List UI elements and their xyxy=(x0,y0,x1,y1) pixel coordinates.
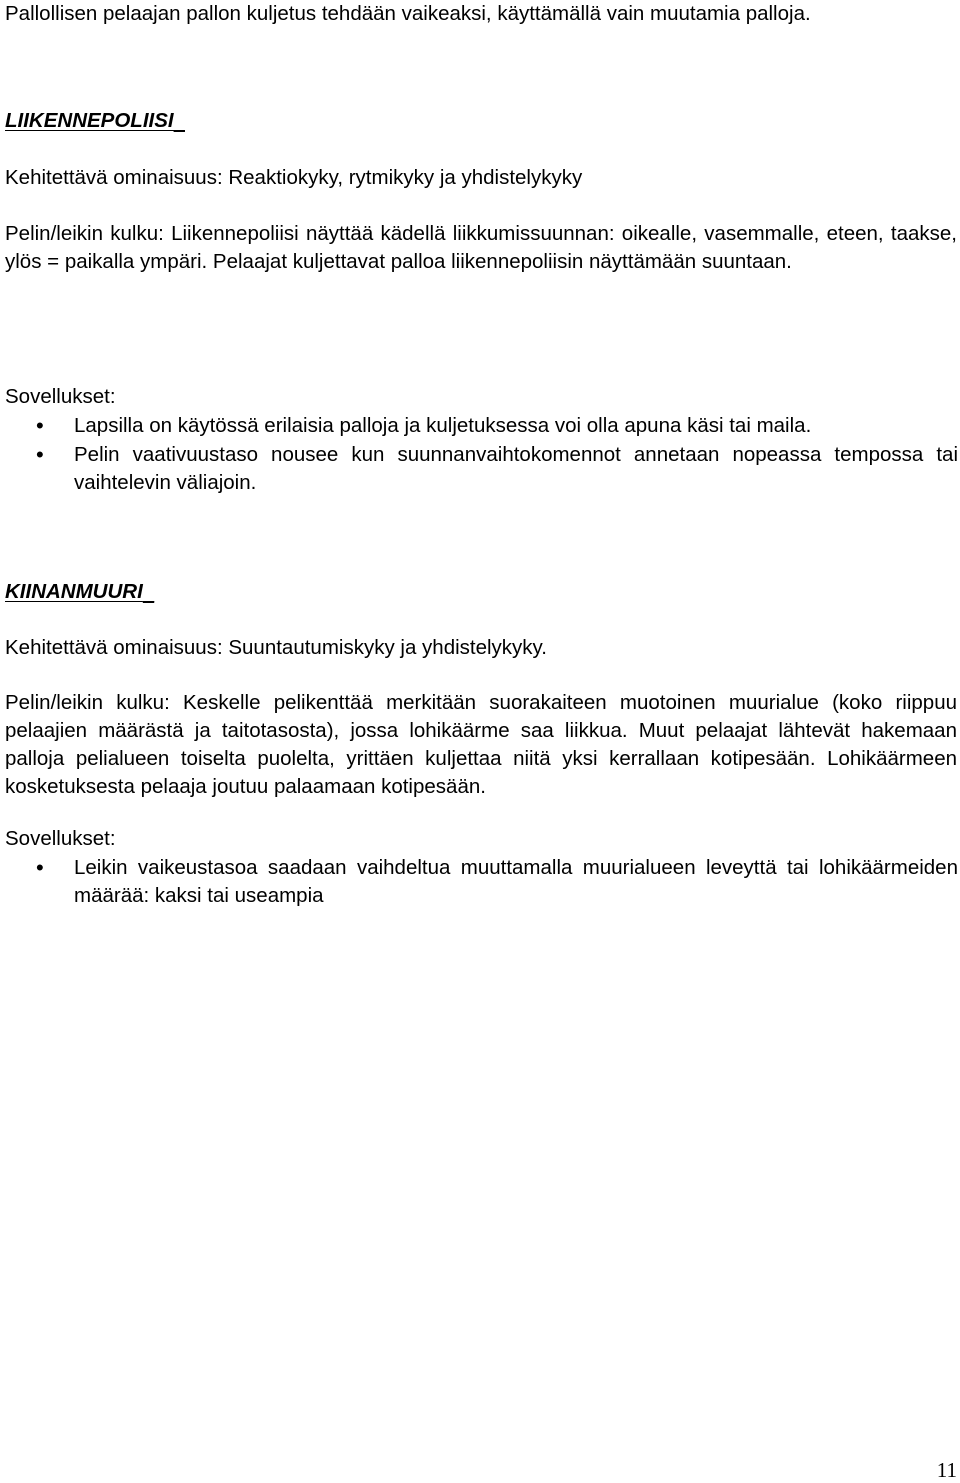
section2-game-flow: Pelin/leikin kulku: Keskelle pelikenttää merkitään suorakaiteen muotoinen muurialue (koko riippuu pelaajien määrästä ja taitotasosta), jossa lohikäärme saa liikkua. Muut pelaajat lähtevät hakemaan palloja pelialueen toiselta puolelta, yrittäen kuljettaa niitä yksi kerrallaan kotipesään. Lohikäärmeen kosketuksesta pelaaja joutuu palaamaan kotipesään. xyxy=(5,691,957,798)
bullet-icon: • xyxy=(36,855,44,880)
section2-applications-label: Sovellukset: xyxy=(5,827,116,850)
intro-paragraph: Pallollisen pelaajan pallon kuljetus tehdään vaikeaksi, käyttämällä vain muutamia palloja. xyxy=(5,2,811,25)
bullet-icon: • xyxy=(36,442,44,467)
section1-game-flow: Pelin/leikin kulku: Liikennepoliisi näyttää kädellä liikkumissuunnan: oikealle, vasemmalle, eteen, taakse, ylös = paikalla ympäri. Pelaajat kuljettavat palloa liikennepoliisin näyttämään suuntaan. xyxy=(5,222,957,273)
section1-skill: Kehitettävä ominaisuus: Reaktiokyky, rytmikyky ja yhdistelykyky xyxy=(5,166,583,189)
section-heading-kiinanmuuri xyxy=(5,578,957,606)
list-item: Lapsilla on käytössä erilaisia palloja ja kuljetuksessa voi olla apuna käsi tai maila. xyxy=(74,414,812,437)
section1-applications-label: Sovellukset: xyxy=(5,385,116,408)
section2-skill: Kehitettävä ominaisuus: Suuntautumiskyky ja yhdistelykyky. xyxy=(5,636,547,659)
page-number: 11 xyxy=(936,1458,957,1482)
section-heading-text: LIIKENNEPOLIISI xyxy=(5,109,174,132)
section-heading-liikennepoliisi xyxy=(5,107,957,135)
list-item: Leikin vaikeustasoa saadaan vaihdeltua muuttamalla muurialueen leveyttä tai lohikäärmeiden määrää: kaksi tai useampia xyxy=(74,856,958,907)
list-item: Pelin vaativuustaso nousee kun suunnanvaihtokomennot annetaan nopeassa tempossa tai vaihtelevin väliajoin. xyxy=(74,443,958,494)
section-heading-text: KIINANMUURI xyxy=(5,580,143,603)
bullet-icon: • xyxy=(36,413,44,438)
